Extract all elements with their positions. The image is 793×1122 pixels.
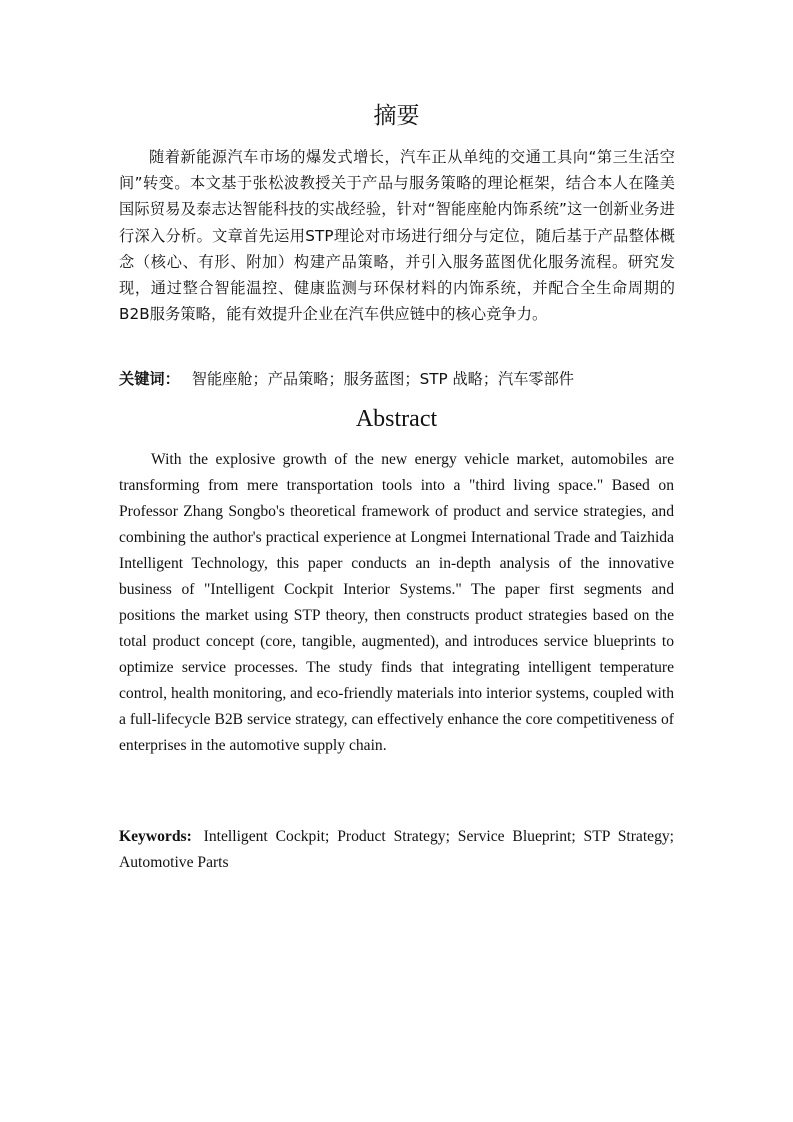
- english-abstract-title: Abstract: [355, 406, 438, 432]
- chinese-keywords-text: 智能座舱；产品策略；服务蓝图；STP 战略；汽车零部件: [191, 370, 574, 388]
- chinese-keywords: [119, 366, 675, 392]
- chinese-abstract-body: 随着新能源汽车市场的爆发式增长，汽车正从单纯的交通工具向“第三生活空间”转变。本文基于张松波教授关于产品与服务策略的理论框架，结合本人在隆美国际贸易及泰志达智能科技的实战经验，针对“智能座舱内饰系统”这一创新业务进行深入分析。文章首先运用STP理论对市场进行细分与定位，随后基于产品整体概念（核心、有形、附加）构建产品策略，并引入服务蓝图优化服务流程。研究发现，通过整合智能温控、健康监测与环保材料的内饰系统，并配合全生命周期的B2B服务策略，能有效提升企业在汽车供应链中的核心竞争力。: [119, 148, 675, 324]
- english-keywords: [119, 824, 674, 876]
- english-keywords-text: Intelligent Cockpit; Product Strategy; Service Blueprint; STP Strategy; Automotive Parts: [119, 828, 674, 871]
- chinese-keywords-label: 关键词：: [119, 370, 180, 388]
- chinese-abstract-title: 摘要: [373, 103, 420, 129]
- english-abstract-body: With the explosive growth of the new energy vehicle market, automobiles are transforming from mere transportation tools into a "third living space." Based on Professor Zhang Songbo's theoretical framework of product and service strategies, and combining the author's practical experience at Longmei International Trade and Taizhida Intelligent Technology, this paper conducts an in-depth analysis of the innovative business of "Intelligent Cockpit Interior Systems." The paper first segments and positions the market using STP theory, then constructs product strategies based on the total product concept (core, tangible, augmented), and introduces service blueprints to optimize service processes. The study finds that integrating intelligent temperature control, health monitoring, and eco-friendly materials into interior systems, coupled with a full-lifecycle B2B service strategy, can effectively enhance the core competitiveness of enterprises in the automotive supply chain.: [119, 451, 674, 754]
- english-keywords-label: Keywords:: [119, 828, 192, 845]
